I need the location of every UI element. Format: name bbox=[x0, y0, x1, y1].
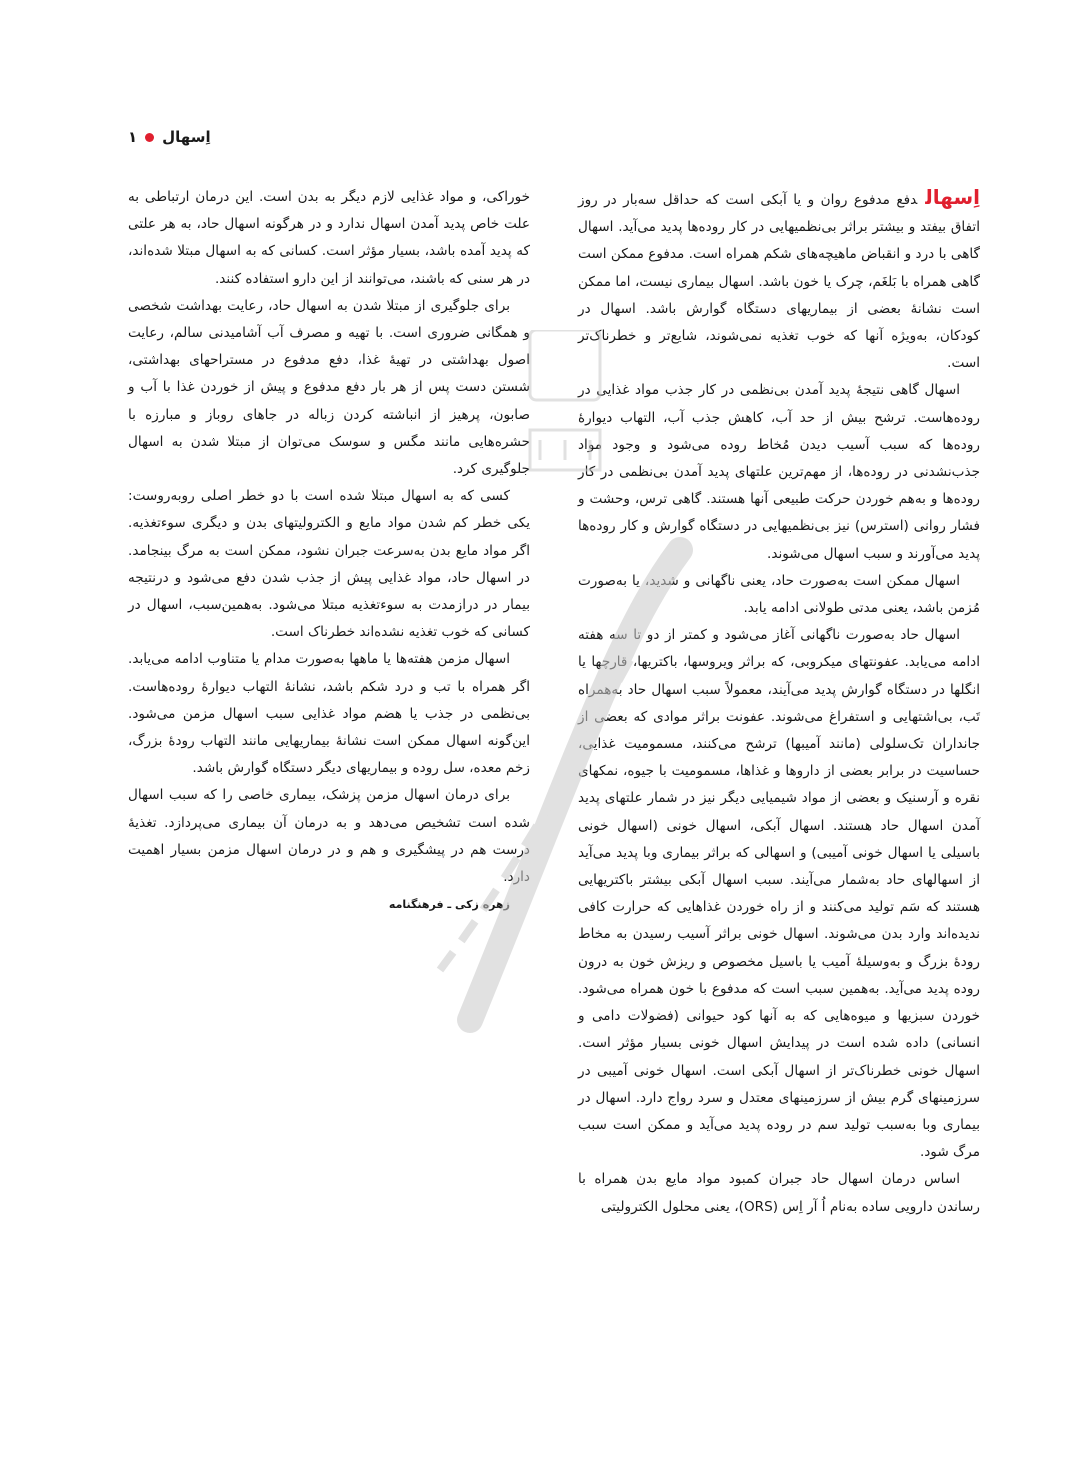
page-number: ۱ bbox=[128, 128, 138, 146]
right-column bbox=[578, 184, 980, 1221]
paragraph: اساس درمان اسهال حاد جبران کمبود مواد مایع بدن همراه با رساندن دارویی ساده به‌نام اُ آر اِس (ORS)، یعنی محلول الکترولیتی bbox=[578, 1171, 980, 1215]
page-header bbox=[128, 128, 211, 146]
paragraph: اسهال ممکن است به‌صورت حاد، یعنی ناگهانی و شدید، یا به‌صورت مُزمن باشد، یعنی مدتی طولانی ادامه یابد. bbox=[578, 572, 980, 617]
paragraph: اسهال مزمن هفته‌ها یا ماهها به‌صورت مدام یا متناوب ادامه می‌یابد. اگر همراه با تب و درد شکم باشد، نشانهٔ التهاب دیوارهٔ روده‌هاست. بی‌نظمی در جذب یا هضم مواد غذایی سبب اسهال مزمن می‌شود. این‌گونه اسهال ممکن است نشانهٔ بیماریهایی مانند التهاب رودهٔ بزرگ، زخم معده، سل روده و بیماریهای دیگر دستگاه گوارش باشد. bbox=[128, 651, 530, 777]
paragraph: برای جلوگیری از مبتلا شدن به اسهال حاد، رعایت بهداشت شخصی و همگانی ضروری است. با تهیه و مصرف آب آشامیدنی سالم، رعایت اصول بهداشتی در تهیهٔ غذا، دفع مدفوع در مستراحهای بهداشتی، شستن دست پس از هر بار دفع مدفوع و پیش از خوردن غذا با آب و صابون، پرهیز از انباشته کردن زباله در جاهای روباز و مبارزه با حشره‌هایی مانند مگس و سوسک می‌توان از مبتلا شدن به اسهال جلوگیری کرد. bbox=[128, 297, 530, 478]
article-title: اِسهال bbox=[925, 185, 980, 209]
paragraph: اسهال گاهی نتیجهٔ پدید آمدن بی‌نظمی در کار جذب مواد غذایی در روده‌هاست. ترشح بیش از حد آب، کاهش جذب آب، التهاب دیوارهٔ روده‌ها که سبب آسیب دیدن مُخاط روده می‌شود و وجود مواد جذب‌نشدنی در روده‌ها، از مهم‌ترین علتهای پدید آمدن بی‌نظمی در کار روده‌ها و به‌هم خوردن حرکت طبیعی آنها هستند. گاهی ترس، وحشت و فشار روانی (استرس) نیز بی‌نظمیهایی در دستگاه گوارش و کار روده‌ها پدید می‌آورند و سبب اسهال می‌شوند. bbox=[578, 382, 980, 562]
paragraph: کسی که به اسهال مبتلا شده است با دو خطر اصلی روبه‌روست: یکی خطر کم شدن مواد مایع و الکترولیتهای بدن و دیگری سوءتغذیه. اگر مواد مایع بدن به‌سرعت جبران نشود، ممکن است به مرگ بینجامد. در اسهال حاد، مواد غذایی پیش از جذب شدن دفع می‌شود و درنتیجه بیمار در درازمدت به سوءتغذیه مبتلا می‌شود. به‌همین‌سبب، اسهال در کسانی که خوب تغذیه نشده‌اند خطرناک است. bbox=[128, 488, 530, 641]
paragraph bbox=[578, 184, 980, 377]
paragraph: برای درمان اسهال مزمن پزشک، بیماری خاصی را که سبب اسهال شده است تشخیص می‌دهد و به درمان آن بیماری می‌پردازد. تغذیهٔ درست هم در پیشگیری و هم و در درمان اسهال مزمن بسیار اهمیت دارد. bbox=[128, 787, 530, 886]
paragraph: خوراکی، و مواد غذایی لازم دیگر به بدن است. این درمان ارتباطی به علت خاص پدید آمدن اسهال ندارد و در هرگونه اسهال حاد، به هر علتی که پدید آمده باشد، بسیار مؤثر است. کسانی که به اسهال مبتلا شده‌اند، در هر سنی که باشند، می‌توانند از این دارو استفاده کنند. bbox=[128, 189, 530, 287]
red-dot-icon bbox=[145, 133, 154, 142]
paragraph: اسهال حاد به‌صورت ناگهانی آغاز می‌شود و کمتر از دو تا سه هفته ادامه می‌یابد. عفونتهای میکروبی، که براثر ویروسها، باکتریها، قارچها یا انگلها در دستگاه گوارش پدید می‌آیند، معمولاً سبب اسهال حاد به‌همراه تَب، بی‌اشتهایی و استفراغ می‌شوند. عفونت براثر موادی که بعضی از جانداران تک‌سلولی (مانند آمیبها) ترشح می‌کنند، مسمومیت غذایی، حساسیت در برابر بعضی از داروها و غذاها، مسمومیت با جیوه، نمکهای نقره و آرسنیک و بعضی از مواد شیمیایی دیگر نیز در شمار علتهای پدید آمدن اسهال حاد هستند. اسهال آبکی، اسهال خونی (اسهال خونی باسیلی یا اسهال خونی آمیبی) و اسهالی که براثر بیماری وبا پدید می‌آید از اسهالهای حاد به‌شمار می‌آیند. سبب اسهال آبکی بیشتر باکتریهایی هستند که سَم تولید می‌کنند و از راه خوردن غذاهایی که حرارت کافی ندیده‌اند وارد بدن می‌شوند. اسهال خونی براثر آسیب رسیدن به مخاط رودهٔ بزرگ و به‌وسیلهٔ آمیب یا باسیل مخصوص و ریزش خون به درون روده پدید می‌آید. به‌همین سبب است که مدفوع با خون همراه می‌شود. خوردن سبزیها و میوه‌هایی که به آنها کود حیوانی (فضولات دامی و انسانی) داده شده است در پیدایش اسهال خونی بسیار مؤثر است. اسهال خونی خطرناک‌تر از اسهال آبکی است. اسهال خونی آمیبی در سرزمینهای گرم بیش از سرزمینهای معتدل و سرد رواج دارد. اسهال در بیماری وبا به‌سبب تولید سم در روده پدید می‌آید و ممکن است سبب مرگ شود. bbox=[578, 627, 980, 1161]
author-credit: زهره زکی ـ فرهنگنامه bbox=[388, 898, 510, 912]
section-title: اِسهال bbox=[162, 128, 211, 146]
left-column bbox=[128, 184, 530, 918]
paragraph-text: دفع مدفوع روان و یا آبکی است که حداقل سه‌بار در روز اتفاق بیفتد و بیشتر براثر بی‌نظمیهایی در کار روده‌ها پدید می‌آید. اسهال گاهی با درد و انقباض ماهیچه‌های شکم همراه است. مدفوع ممکن است گاهی همراه با بَلغَم، چرک یا خون باشد. اسهال بیماری نیست، اما ممکن است نشانهٔ بعضی از بیماریهای دستگاه گوارش باشد. اسهال در کودکان، به‌ویژه آنها که خوب تغذیه نمی‌شوند، شایع‌تر و خطرناک‌تر است. bbox=[578, 192, 980, 372]
